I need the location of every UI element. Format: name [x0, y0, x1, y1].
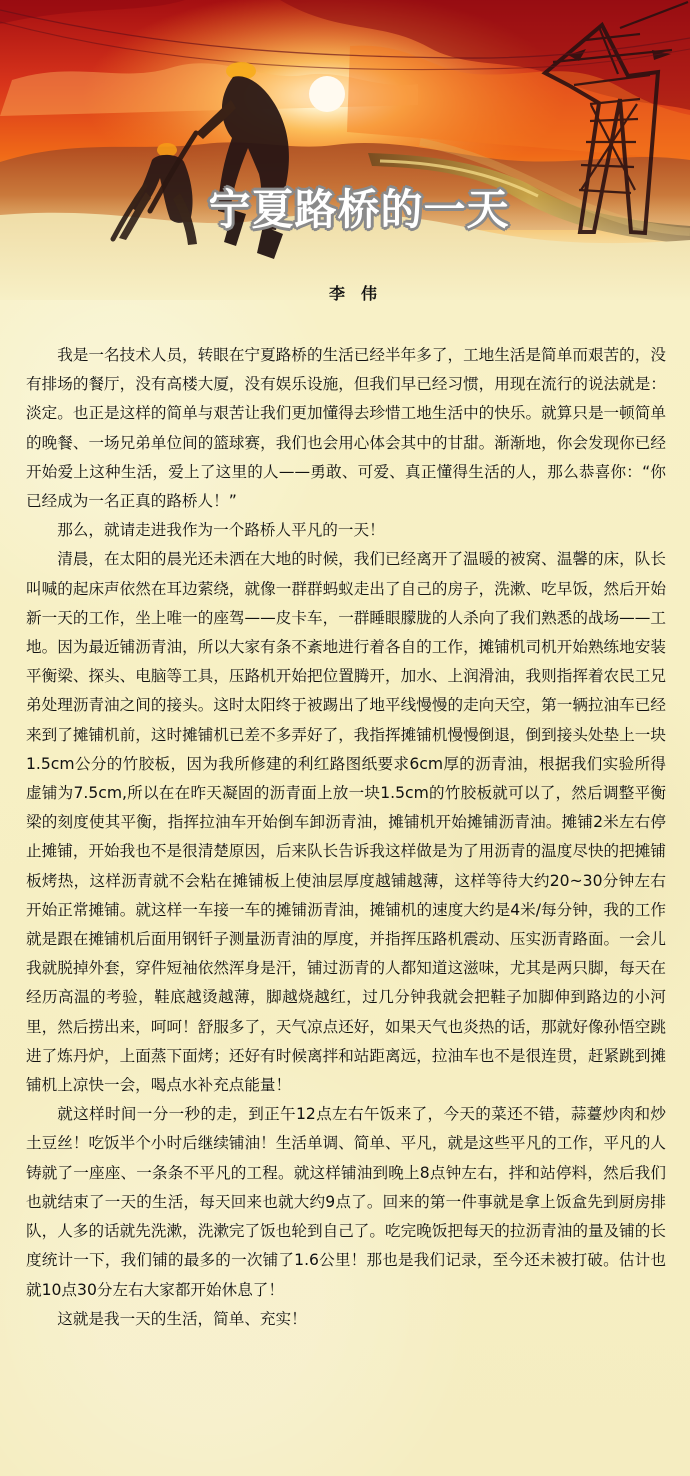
paragraph: 我是一名技术人员，转眼在宁夏路桥的生活已经半年多了，工地生活是简单而艰苦的，没有排场的餐厅，没有高楼大厦，没有娱乐设施，但我们早已经习惯，用现在流行的说法就是：淡定。也正是这样的简单与艰苦让我们更加懂得去珍惜工地生活中的快乐。就算只是一顿简单的晚餐、一场兄弟单位间的篮球赛，我们也会用心体会其中的甘甜。渐渐地，你会发现你已经开始爱上这种生活，爱上了这里的人——勇敢、可爱、真正懂得生活的人，那么恭喜你：“你已经成为一名正真的路桥人！”	[26, 346, 666, 511]
header-banner-image	[0, 0, 690, 300]
title-container	[0, 185, 690, 234]
paragraph: 就这样时间一分一秒的走，到正午12点左右午饭来了，今天的菜还不错，蒜薹炒肉和炒土豆丝！吃饭半个小时后继续铺油！生活单调、简单、平凡，就是这些平凡的工作，平凡的人铸就了一座座、一条条不平凡的工程。就这样铺油到晚上8点钟左右，拌和站停料，然后我们也就结束了一天的生活，每天回来也就大约9点了。回来的第一件事就是拿上饭盒先到厨房排队，人多的话就先洗漱，洗漱完了饭也轮到自己了。吃完晚饭把每天的拉沥青油的量及铺的长度统计一下，我们铺的最多的一次铺了1.6公里！那也是我们记录，至今还未被打破。估计也就10点30分左右大家都开始休息了！	[26, 1105, 666, 1299]
paragraph: 那么，就请走进我作为一个路桥人平凡的一天！	[57, 521, 385, 540]
author-name: 李 伟	[328, 284, 377, 303]
paragraph: 清晨，在太阳的晨光还未洒在大地的时候，我们已经离开了温暖的被窝、温馨的床，队长叫喊的起床声依然在耳边萦绕，就像一群群蚂蚁走出了自己的房子，洗漱、吃早饭，然后开始新一天的工作，坐上唯一的座驾——皮卡车，一群睡眼朦胧的人杀向了我们熟悉的战场——工地。因为最近铺沥青油，所以大家有条不紊地进行着各自的工作，摊铺机司机开始熟练地安装平衡梁、探头、电脑等工具，压路机开始把位置腾开，加水、上润滑油，我则指挥着农民工兄弟处理沥青油之间的接头。这时太阳终于被踢出了地平线慢慢的走向天空，第一辆拉油车已经来到了摊铺机前，这时摊铺机已差不多弄好了，我指挥摊铺机慢慢倒退，倒到接头处垫上一块1.5cm公分的竹胶板，因为我所修建的利红路图纸要求6cm厚的沥青油，根据我们实验所得虚铺为7.5cm,所以在在昨天凝固的沥青面上放一块1.5cm的竹胶板就可以了，然后调整平衡梁的刻度使其平衡，指挥拉油车开始倒车卸沥青油，摊铺机开始摊铺沥青油。摊铺2米左右停止摊铺，开始我也不是很清楚原因，后来队长告诉我这样做是为了用沥青的温度尽快的把摊铺板烤热，这样沥青就不会粘在摊铺板上使油层厚度越铺越薄，这样等待大约20~30分钟左右开始正常摊铺。就这样一车接一车的摊铺沥青油，摊铺机的速度大约是4米/每分钟，我的工作就是跟在摊铺机后面用钢钎子测量沥青油的厚度，并指挥压路机震动、压实沥青路面。一会儿我就脱掉外套，穿件短袖依然浑身是汗，铺过沥青的人都知道这滋味，尤其是两只脚，每天在经历高温的考验，鞋底越烫越薄，脚越烧越红，过几分钟我就会把鞋子加脚伸到路边的小河里，然后捞出来，呵呵！舒服多了，天气凉点还好，如果天气也炎热的话，那就好像孙悟空跳进了炼丹炉，上面蒸下面烤；还好有时候离拌和站距离远，拉油车也不是很连贯，赶紧跳到摊铺机上凉快一会，喝点水补充点能量！	[26, 550, 666, 1095]
article-body	[26, 341, 666, 1334]
paragraph: 这就是我一天的生活，简单、充实！	[57, 1309, 307, 1328]
page-title: 宁夏路桥的一天	[208, 185, 510, 234]
